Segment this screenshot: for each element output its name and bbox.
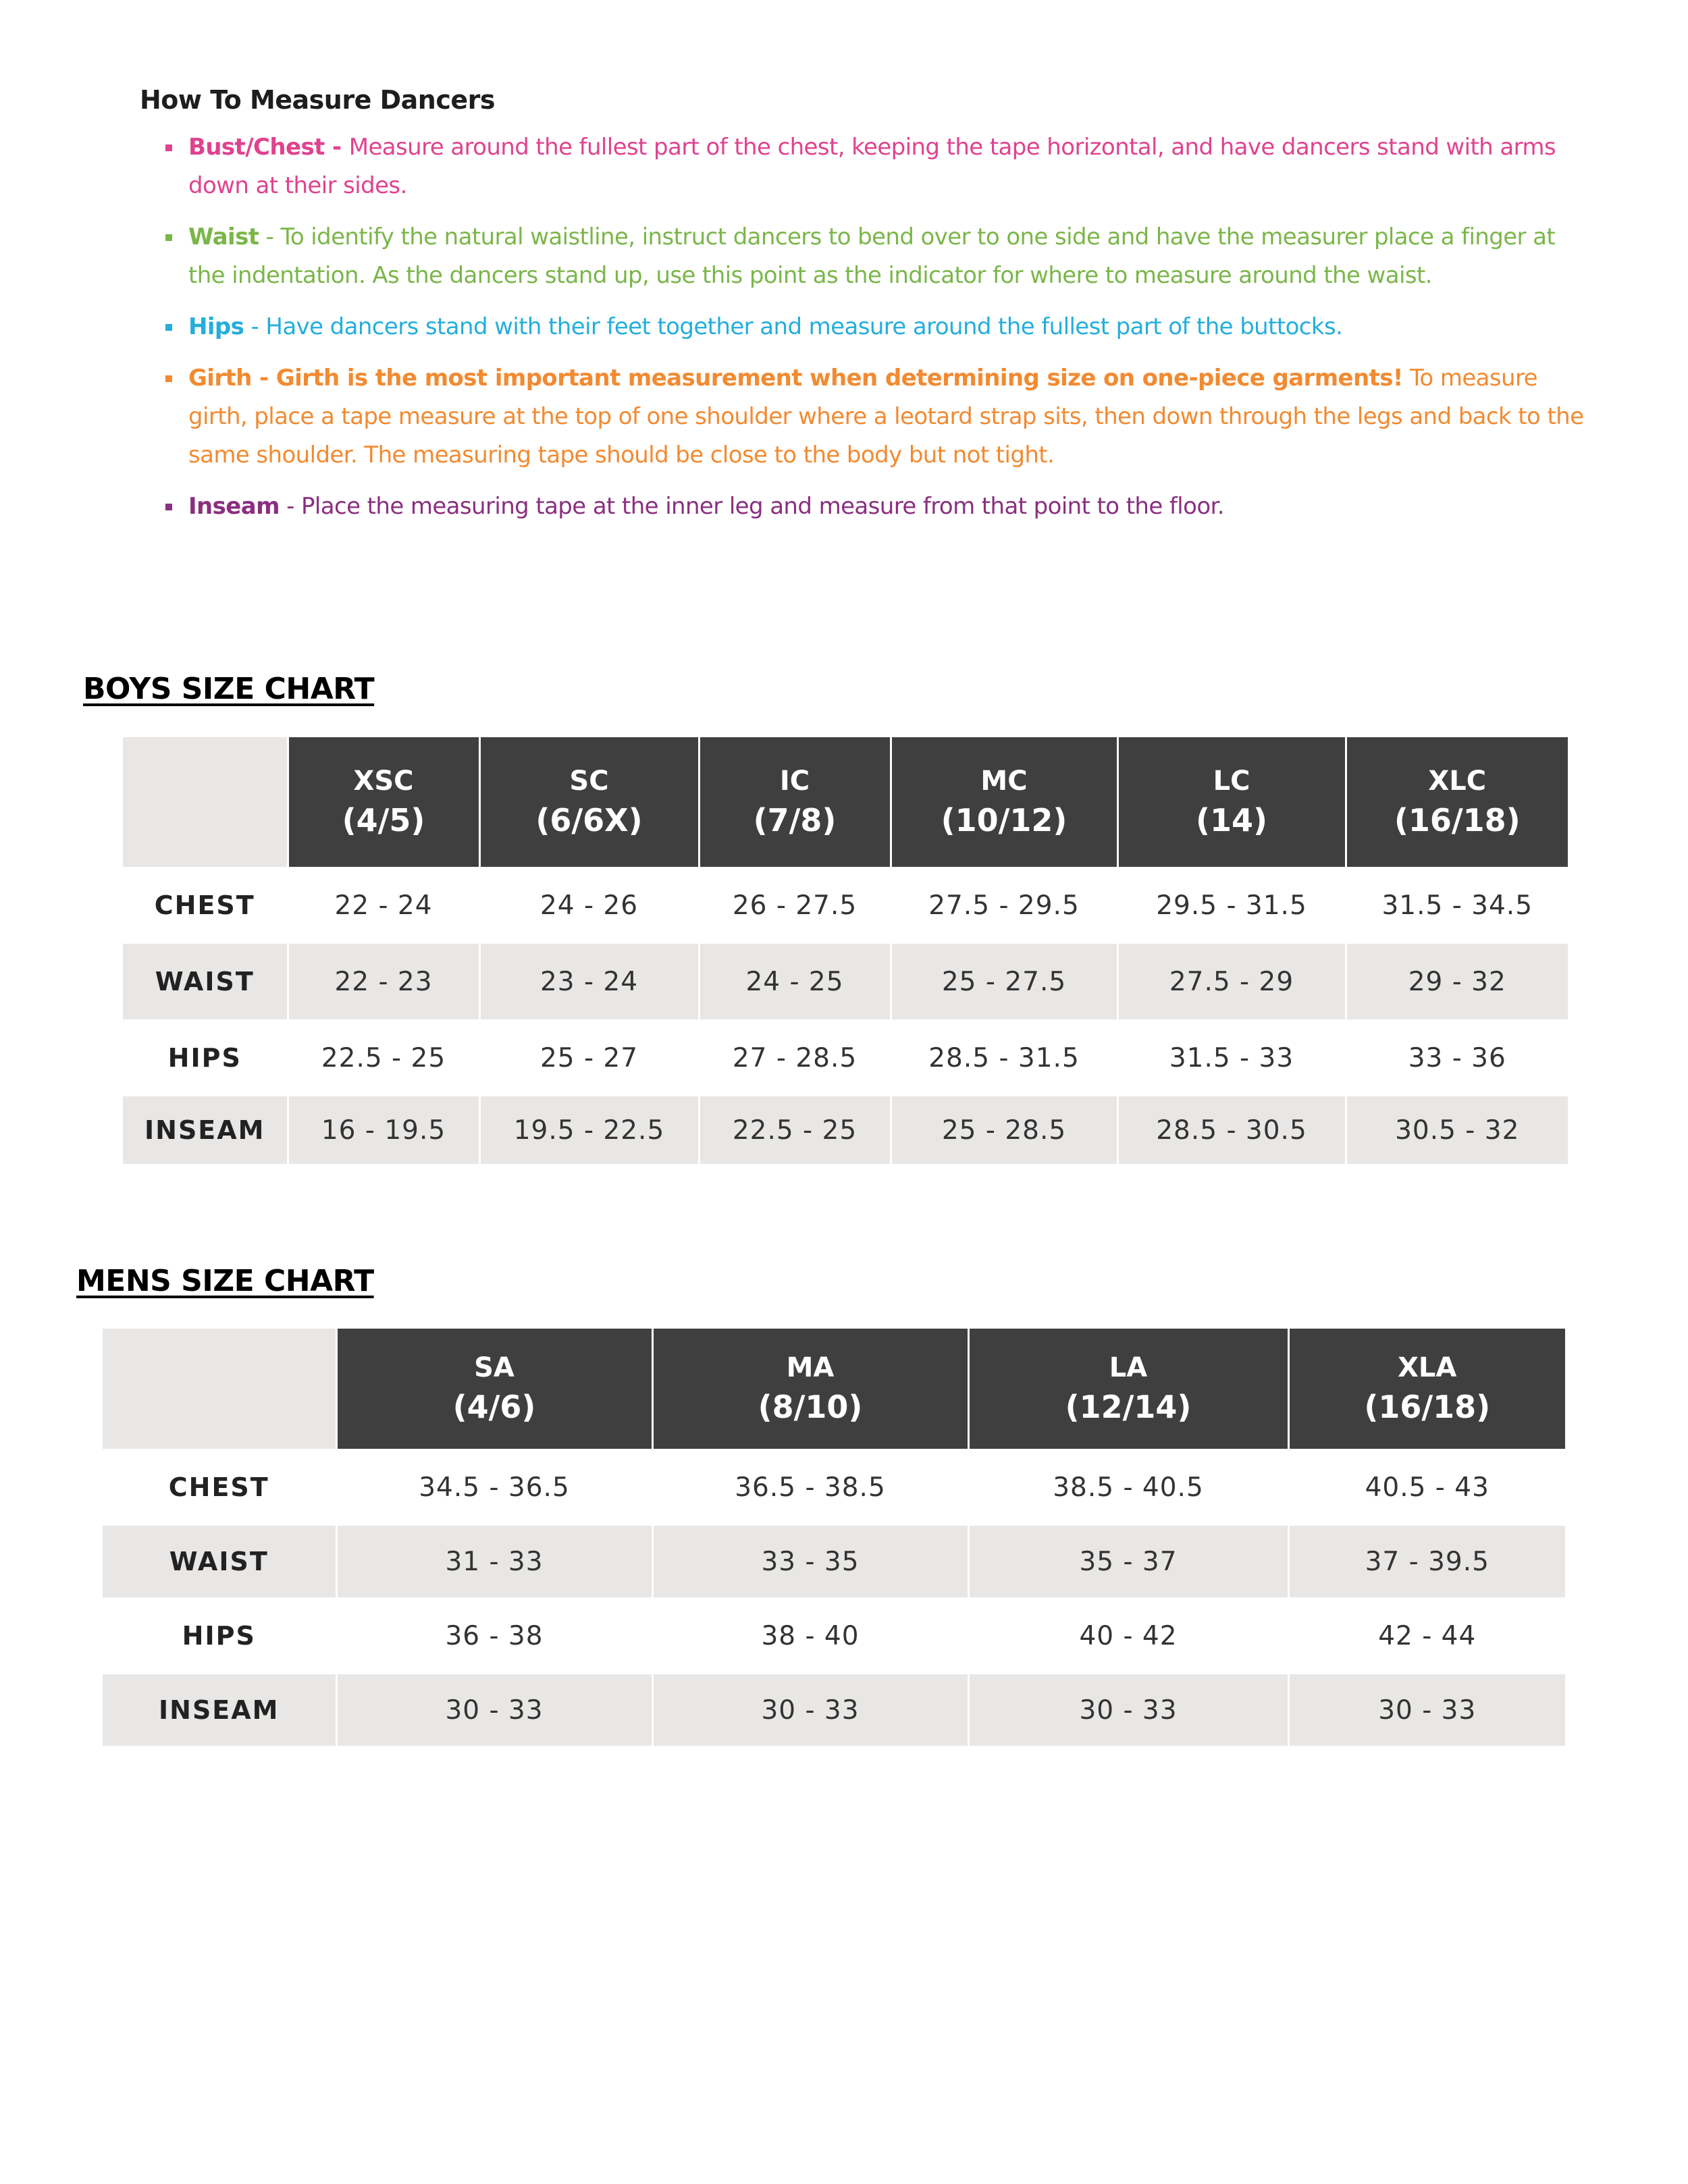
table-cell: 16 - 19.5 — [288, 1096, 479, 1164]
table-cell: 42 - 44 — [1288, 1597, 1565, 1674]
row-label: WAIST — [103, 1526, 336, 1597]
size-code: IC — [779, 766, 810, 797]
mens-size-table — [103, 1329, 1565, 1746]
table-cell: 38.5 - 40.5 — [968, 1449, 1288, 1526]
table-cell: 30 - 33 — [336, 1674, 652, 1746]
boys-size-table — [123, 737, 1568, 1164]
table-cell: 30 - 33 — [968, 1674, 1288, 1746]
size-code: XLC — [1428, 766, 1487, 797]
size-header — [1117, 737, 1346, 867]
table-cell: 35 - 37 — [968, 1526, 1288, 1597]
size-range: (14) — [1195, 802, 1268, 838]
measure-emphasis: Girth is the most important measurement when determining size on one-piece garments! — [275, 365, 1403, 392]
table-cell: 33 - 36 — [1346, 1019, 1568, 1096]
row-label: INSEAM — [103, 1674, 336, 1746]
size-header — [479, 737, 699, 867]
row-label: INSEAM — [123, 1096, 288, 1164]
measure-term: Waist — [188, 223, 259, 250]
size-range: (4/5) — [342, 802, 425, 838]
size-header — [652, 1329, 968, 1449]
measure-item-waist — [140, 218, 1591, 295]
table-row — [103, 1597, 1565, 1674]
table-cell: 22.5 - 25 — [288, 1019, 479, 1096]
size-range: (10/12) — [941, 802, 1067, 838]
size-range: (8/10) — [758, 1389, 863, 1425]
table-corner — [123, 737, 288, 867]
table-cell: 29 - 32 — [1346, 944, 1568, 1019]
table-row — [123, 1019, 1568, 1096]
size-code: LC — [1213, 766, 1250, 797]
table-cell: 26 - 27.5 — [699, 867, 891, 944]
size-code: LA — [1109, 1352, 1148, 1383]
table-cell: 27 - 28.5 — [699, 1019, 891, 1096]
size-range: (12/14) — [1065, 1389, 1192, 1425]
table-cell: 36 - 38 — [336, 1597, 652, 1674]
how-to-measure-section — [140, 85, 1591, 539]
table-cell: 24 - 25 — [699, 944, 891, 1019]
table-cell: 36.5 - 38.5 — [652, 1449, 968, 1526]
size-range: (4/6) — [452, 1389, 536, 1425]
size-header — [1346, 737, 1568, 867]
table-cell: 30.5 - 32 — [1346, 1096, 1568, 1164]
row-label: WAIST — [123, 944, 288, 1019]
size-range: (6/6X) — [535, 802, 643, 838]
table-cell: 28.5 - 31.5 — [891, 1019, 1117, 1096]
table-cell: 38 - 40 — [652, 1597, 968, 1674]
size-range: (16/18) — [1364, 1389, 1491, 1425]
table-cell: 40.5 - 43 — [1288, 1449, 1565, 1526]
size-header — [336, 1329, 652, 1449]
measure-text: Place the measuring tape at the inner leg and measure from that point to the floor. — [301, 493, 1224, 520]
table-cell: 31.5 - 33 — [1117, 1019, 1346, 1096]
table-cell: 25 - 27 — [479, 1019, 699, 1096]
table-cell: 29.5 - 31.5 — [1117, 867, 1346, 944]
table-cell: 19.5 - 22.5 — [479, 1096, 699, 1164]
table-cell: 30 - 33 — [652, 1674, 968, 1746]
table-row — [103, 1526, 1565, 1597]
size-code: XLA — [1398, 1352, 1457, 1383]
table-cell: 27.5 - 29.5 — [891, 867, 1117, 944]
table-corner — [103, 1329, 336, 1449]
table-cell: 25 - 28.5 — [891, 1096, 1117, 1164]
measure-item-girth — [140, 359, 1591, 475]
table-cell: 22 - 23 — [288, 944, 479, 1019]
bullet-icon — [165, 375, 172, 382]
measure-item-inseam — [140, 487, 1591, 526]
measure-text: Measure around the fullest part of the chest, keeping the tape horizontal, and have dancers stand with arms down at their sides. — [188, 134, 1556, 199]
measure-list — [140, 128, 1591, 526]
table-cell: 24 - 26 — [479, 867, 699, 944]
size-code: SA — [474, 1352, 515, 1383]
measure-separator: - — [324, 134, 349, 161]
table-cell: 27.5 - 29 — [1117, 944, 1346, 1019]
table-cell: 37 - 39.5 — [1288, 1526, 1565, 1597]
size-code: MC — [980, 766, 1028, 797]
size-header — [699, 737, 891, 867]
measure-term: Hips — [188, 313, 244, 340]
table-header-row — [123, 737, 1568, 867]
measure-text: To measure girth, place a tape measure at the top of one shoulder where a leotard strap sits, then down through the legs and back to the same shoulder. The measuring tape should be close to the body but not tight. — [188, 365, 1584, 469]
bullet-icon — [165, 234, 172, 241]
bullet-icon — [165, 504, 172, 510]
measure-term: Inseam — [188, 493, 280, 520]
table-row — [123, 944, 1568, 1019]
table-cell: 40 - 42 — [968, 1597, 1288, 1674]
table-row — [123, 867, 1568, 944]
table-cell: 30 - 33 — [1288, 1674, 1565, 1746]
size-code: XSC — [353, 766, 414, 797]
table-header-row — [103, 1329, 1565, 1449]
row-label: CHEST — [123, 867, 288, 944]
measure-item-bust — [140, 128, 1591, 205]
table-cell: 31 - 33 — [336, 1526, 652, 1597]
size-range: (16/18) — [1394, 802, 1521, 838]
table-cell: 33 - 35 — [652, 1526, 968, 1597]
table-cell: 22.5 - 25 — [699, 1096, 891, 1164]
measure-term: Girth — [188, 365, 252, 392]
size-range: (7/8) — [753, 802, 837, 838]
measure-separator: - — [279, 493, 302, 520]
measure-title: How To Measure Dancers — [140, 85, 495, 115]
table-cell: 22 - 24 — [288, 867, 479, 944]
table-cell: 28.5 - 30.5 — [1117, 1096, 1346, 1164]
size-header — [1288, 1329, 1565, 1449]
mens-chart-heading: MENS SIZE CHART — [76, 1264, 374, 1298]
size-header — [288, 737, 479, 867]
size-code: MA — [786, 1352, 835, 1383]
table-cell: 34.5 - 36.5 — [336, 1449, 652, 1526]
boys-chart-heading: BOYS SIZE CHART — [83, 672, 375, 706]
bullet-icon — [165, 144, 172, 151]
table-cell: 25 - 27.5 — [891, 944, 1117, 1019]
bullet-icon — [165, 324, 172, 331]
row-label: CHEST — [103, 1449, 336, 1526]
measure-separator: - — [259, 223, 281, 250]
table-cell: 31.5 - 34.5 — [1346, 867, 1568, 944]
measure-separator: - — [251, 365, 276, 392]
size-header — [968, 1329, 1288, 1449]
row-label: HIPS — [123, 1019, 288, 1096]
size-header — [891, 737, 1117, 867]
table-row — [123, 1096, 1568, 1164]
measure-separator: - — [244, 313, 266, 340]
table-cell: 23 - 24 — [479, 944, 699, 1019]
measure-text: Have dancers stand with their feet together and measure around the fullest part of the buttocks. — [265, 313, 1343, 340]
row-label: HIPS — [103, 1597, 336, 1674]
measure-text: To identify the natural waistline, instruct dancers to bend over to one side and have the measurer place a finger at the indentation. As the dancers stand up, use this point as the indicator for where to measure around the waist. — [188, 223, 1556, 289]
table-row — [103, 1674, 1565, 1746]
measure-term: Bust/Chest — [188, 134, 325, 161]
table-row — [103, 1449, 1565, 1526]
measure-item-hips — [140, 308, 1591, 346]
size-code: SC — [569, 766, 609, 797]
